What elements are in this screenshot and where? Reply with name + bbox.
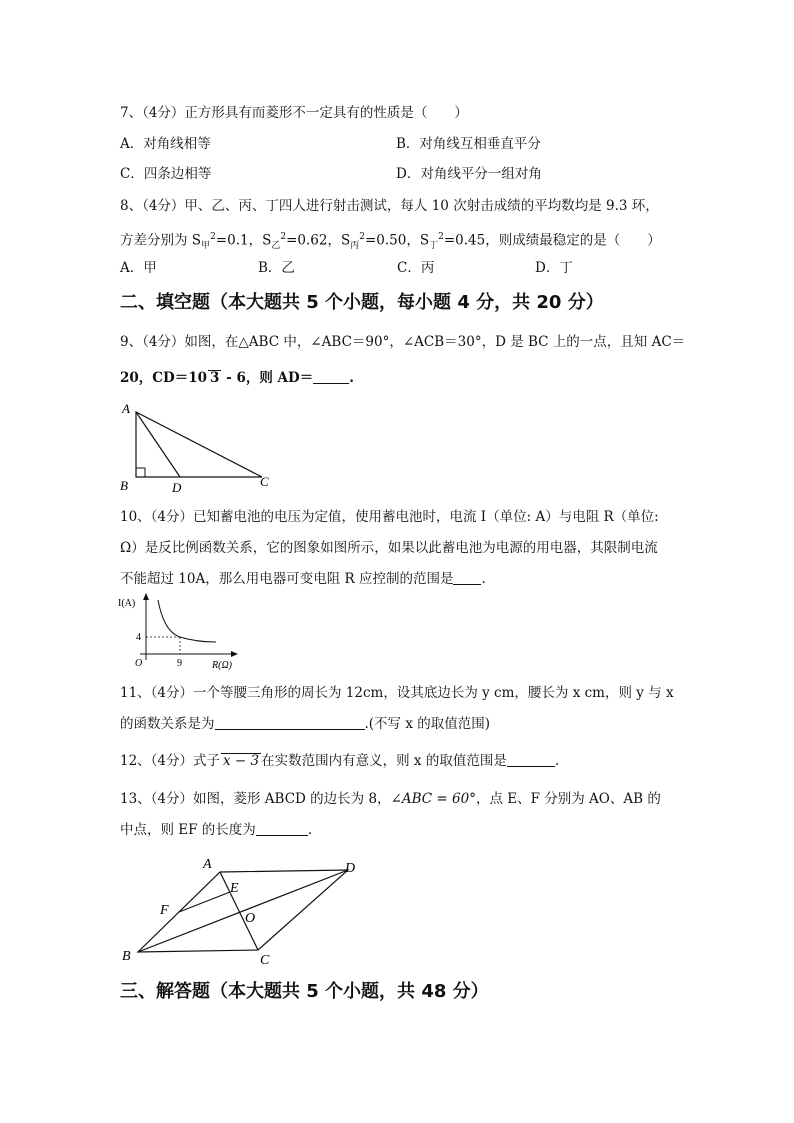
x-tick-label: 9	[177, 658, 182, 669]
origin-label: O	[135, 658, 143, 669]
label-f: F	[160, 903, 169, 918]
y-axis-arrow	[143, 593, 149, 600]
label-c: C	[260, 953, 270, 968]
q11-answer-blank[interactable]	[215, 715, 365, 730]
q13-line1: 13、（4分）如图，菱形 ABCD 的边长为 8，∠ABC = 60°，点 E、F 分别为 AO、AB 的	[120, 791, 661, 807]
q8-option-b: B．乙	[258, 260, 295, 276]
label-e: E	[230, 881, 239, 896]
q9-line2: 20，CD＝10 3 - 6，则 AD＝ .	[120, 370, 354, 386]
label-b: B	[120, 478, 128, 493]
q7-option-d: D．对角线平分一组对角	[396, 166, 542, 182]
q12-answer-blank[interactable]	[507, 752, 555, 767]
label-d: D	[172, 480, 182, 494]
q10-line1: 10、（4分）已知蓄电池的电压为定值，使用蓄电池时，电流 I（单位: A）与电阻 R（单位:	[120, 509, 659, 525]
x-axis-label: R(Ω)	[212, 660, 232, 671]
q10-inverse-graph	[116, 590, 246, 672]
q13-rhombus-figure	[116, 852, 366, 970]
q13-answer-blank[interactable]	[256, 821, 308, 836]
label-o: O	[245, 911, 256, 926]
q10-line2: Ω）是反比例函数关系，它的图象如图所示，如果以此蓄电池为电源的用电器，其限制电流	[120, 540, 658, 556]
segment-ef	[179, 892, 230, 912]
right-angle-mark	[136, 468, 145, 477]
q10-answer-blank[interactable]	[453, 570, 481, 585]
q8-option-a: A．甲	[120, 260, 157, 276]
inverse-curve	[158, 600, 216, 642]
q7-option-b: B．对角线互相垂直平分	[396, 136, 541, 152]
q11-line2: 的函数关系是为 .(不写 x 的取值范围)	[120, 716, 491, 732]
label-a: A	[203, 857, 212, 872]
y-tick-label: 4	[136, 632, 141, 643]
segment-ad	[136, 412, 180, 477]
label-c: C	[260, 474, 269, 489]
q8-variances: 方差分别为 $S_甲^2=0.1$，$S_乙^2=0.62$，$S_丙^2=0.50$，$S_丁^2=0.45$，则成绩最稳定的是（ ）	[120, 232, 661, 252]
section-3-heading: 三、解答题（本大题共 5 个小题，共 48 分）	[120, 981, 489, 1002]
diagonal-bd	[138, 870, 348, 952]
q13-line2: 中点，则 EF 的长度为 .	[120, 822, 313, 838]
q7-option-c: C．四条边相等	[120, 166, 212, 182]
section-2-heading: 二、填空题（本大题共 5 个小题，每小题 4 分，共 20 分）	[120, 292, 604, 313]
q9-answer-blank[interactable]	[313, 369, 349, 384]
x-axis-arrow	[231, 651, 238, 657]
q7-stem: 7、（4分）正方形具有而菱形不一定具有的性质是（ ）	[120, 105, 468, 121]
y-axis-label: I(A)	[118, 598, 136, 609]
q9-triangle-figure	[112, 398, 282, 494]
q8-stem: 8、（4分）甲、乙、丙、丁四人进行射击测试，每人 10 次射击成绩的平均数均是 9.3 环，	[120, 198, 659, 214]
label-b: B	[122, 949, 131, 964]
q10-line3: 不能超过 10A，那么用电器可变电阻 R 应控制的范围是 .	[120, 571, 486, 587]
label-d: D	[345, 861, 356, 876]
triangle-abc	[136, 412, 262, 477]
q8-option-c: C．丙	[397, 260, 435, 276]
q11-line1: 11、（4分）一个等腰三角形的周长为 12cm，设其底边长为 y cm，腰长为 x cm，则 y 与 x	[120, 685, 674, 701]
label-a: A	[122, 401, 130, 416]
q12-line: 12、（4分）式子 x − 3 在实数范围内有意义，则 x 的取值范围是 .	[120, 753, 560, 769]
q7-option-a: A．对角线相等	[120, 136, 211, 152]
q8-option-d: D．丁	[535, 260, 573, 276]
q9-line1: 9、（4分）如图，在△ABC 中，∠ABC＝90°，∠ACB＝30°，D 是 BC 上的一点，且知 AC＝	[120, 334, 686, 350]
